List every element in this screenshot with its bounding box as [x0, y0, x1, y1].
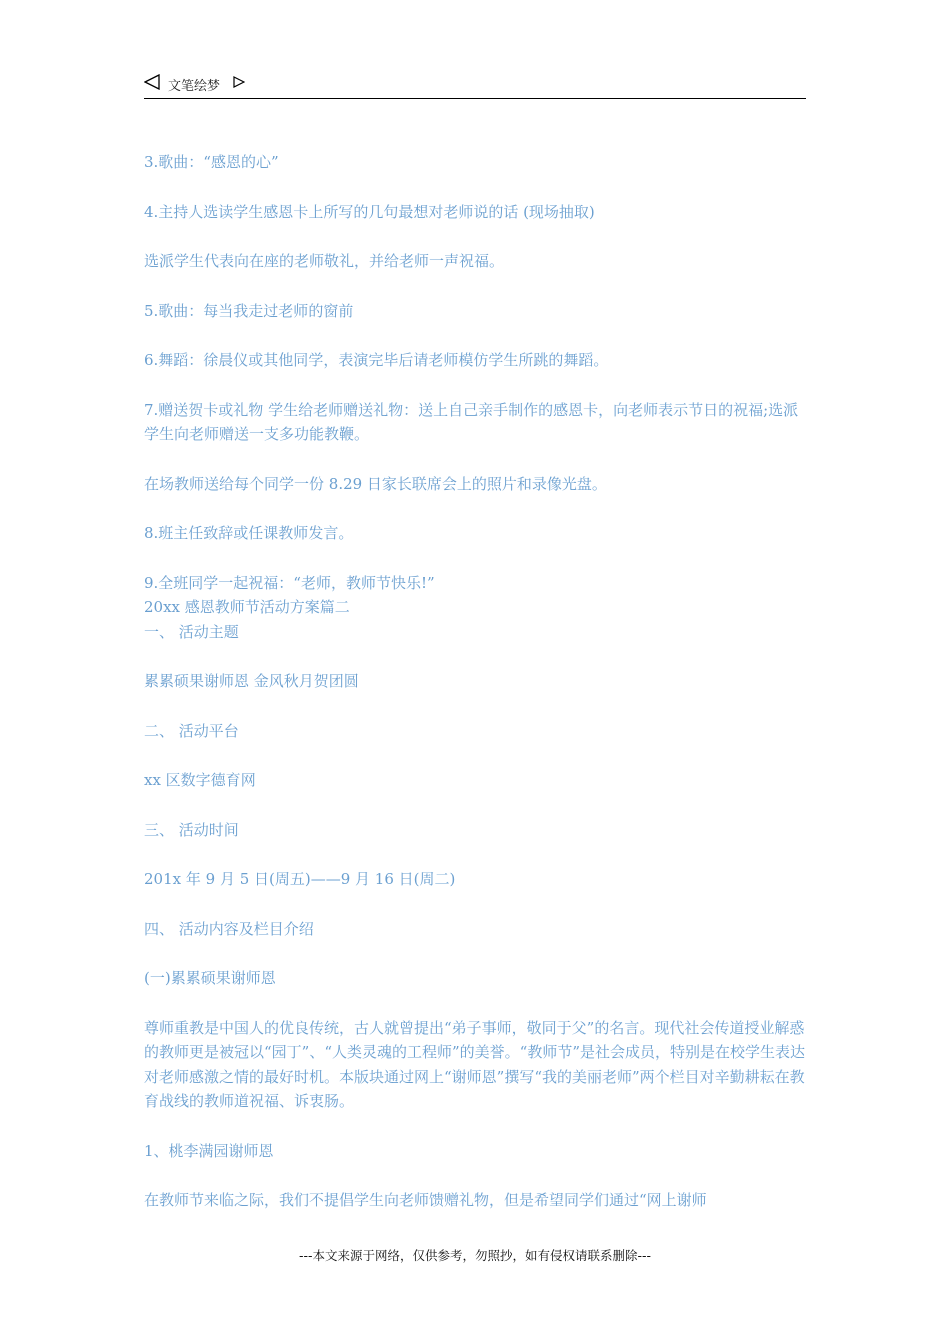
- paragraph: 8.班主任致辞或任课教师发言。: [144, 524, 354, 542]
- paragraph: 3.歌曲：“感恩的心”: [144, 153, 279, 171]
- paragraph: 6.舞蹈：徐晨仪或其他同学，表演完毕后请老师模仿学生所跳的舞蹈。: [144, 351, 609, 369]
- paragraph: 5.歌曲：每当我走过老师的窗前: [144, 301, 354, 320]
- paragraph: 累累硕果谢师恩 金风秋月贺团圆: [144, 672, 359, 690]
- page-header: [144, 70, 806, 99]
- paragraph: 在场教师送给每个同学一份 8.29 日家长联席会上的照片和录像光盘。: [144, 474, 607, 493]
- triangle-right-icon: [233, 76, 245, 88]
- paragraph: 7.赠送贺卡或礼物 学生给老师赠送礼物：送上自己亲手制作的感恩卡，向老师表示节日的祝福;选派学生向老师赠送一支多功能教鞭。: [144, 400, 799, 443]
- paragraph: 9.全班同学一起祝福：“老师，教师节快乐!”: [144, 573, 435, 592]
- paragraph: 在教师节来临之际，我们不提倡学生向老师馈赠礼物，但是希望同学们通过“网上谢师: [144, 1191, 707, 1209]
- paragraph: 选派学生代表向在座的老师敬礼，并给老师一声祝福。: [144, 252, 505, 270]
- footer-disclaimer: ---本文来源于网络，仅供参考，勿照抄，如有侵权请联系删除---: [298, 1248, 652, 1263]
- subsection-heading: 1、桃李满园谢师恩: [144, 1141, 274, 1160]
- subsection-heading: (一)累累硕果谢师恩: [144, 969, 276, 987]
- document-body: [144, 150, 808, 1238]
- paragraph: 4.主持人选读学生感恩卡上所写的几句最想对老师说的话 (现场抽取): [144, 202, 595, 221]
- section-heading: 四、 活动内容及栏目介绍: [144, 919, 314, 938]
- paragraph: 201x 年 9 月 5 日(周五)——9 月 16 日(周二): [144, 870, 456, 888]
- triangle-left-icon: [144, 74, 160, 90]
- header-title: 文笔绘梦: [168, 79, 221, 94]
- paragraph: xx 区数字德育网: [144, 771, 256, 789]
- section-title: 20xx 感恩教师节活动方案篇二: [144, 598, 350, 616]
- paragraph: 尊师重教是中国人的优良传统，古人就曾提出“弟子事师，敬同于父”的名言。现代社会传道授业解惑的教师更是被冠以“园丁”、“人类灵魂的工程师”的美誉。“教师节”是社会成员，特别是在校学生表达对老师感激之情的最好时机。本版块通过网上“谢师恩”撰写“我的美丽老师”两个栏目对辛勤耕耘在教育战线的教师道祝福、诉衷肠。: [144, 1018, 806, 1110]
- section-heading: 三、 活动时间: [144, 820, 239, 839]
- section-heading: 二、 活动平台: [144, 721, 239, 740]
- section-heading: 一、 活动主题: [144, 622, 239, 641]
